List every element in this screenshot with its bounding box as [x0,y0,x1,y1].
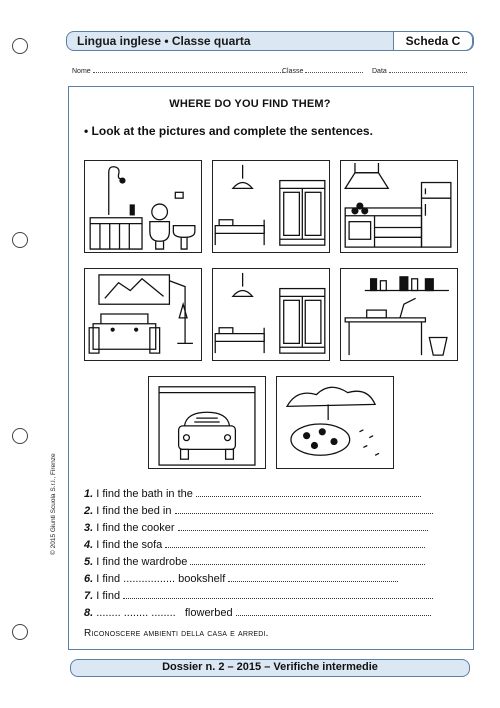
binder-hole-3 [12,428,28,444]
picture-garden [276,376,394,469]
picture-study [340,268,458,361]
header-bar [66,31,474,51]
class-field[interactable]: Classe [282,66,363,75]
header-subject: Lingua inglese • Classe quarta [77,34,251,48]
sentence-1[interactable]: 1. I find the bath in the [84,486,433,503]
copyright-text: © 2015 Giunti Scuola S.r.l., Firenze [50,453,57,555]
picture-living-room [84,268,202,361]
date-field[interactable]: Data [372,66,467,75]
picture-garage [148,376,266,469]
picture-kitchen [340,160,458,253]
sentence-8[interactable]: 8. ........ ........ ........ flowerbed [84,605,433,622]
header-sheet-label: Scheda C [393,31,473,51]
name-field[interactable]: Nome [72,66,283,75]
binder-hole-2 [12,232,28,248]
footer-bar: Dossier n. 2 – 2015 – Verifiche intermedie [70,659,470,677]
sentence-3[interactable]: 3. I find the cooker [84,520,433,537]
picture-bedroom [212,160,330,253]
binder-hole-4 [12,624,28,640]
picture-bathroom [84,160,202,253]
sentence-list [84,486,433,622]
picture-bedroom-2 [212,268,330,361]
sentence-5[interactable]: 5. I find the wardrobe [84,554,433,571]
sentence-6[interactable]: 6. I find ................. bookshelf [84,571,433,588]
sentence-2[interactable]: 2. I find the bed in [84,503,433,520]
binder-hole-1 [12,38,28,54]
exercise-title: WHERE DO YOU FIND THEM? [169,98,331,110]
learning-objective: Riconoscere ambienti della casa e arredi. [84,628,269,639]
sentence-7[interactable]: 7. I find [84,588,433,605]
sentence-4[interactable]: 4. I find the sofa [84,537,433,554]
exercise-instruction: • Look at the pictures and complete the sentences. [84,124,373,138]
